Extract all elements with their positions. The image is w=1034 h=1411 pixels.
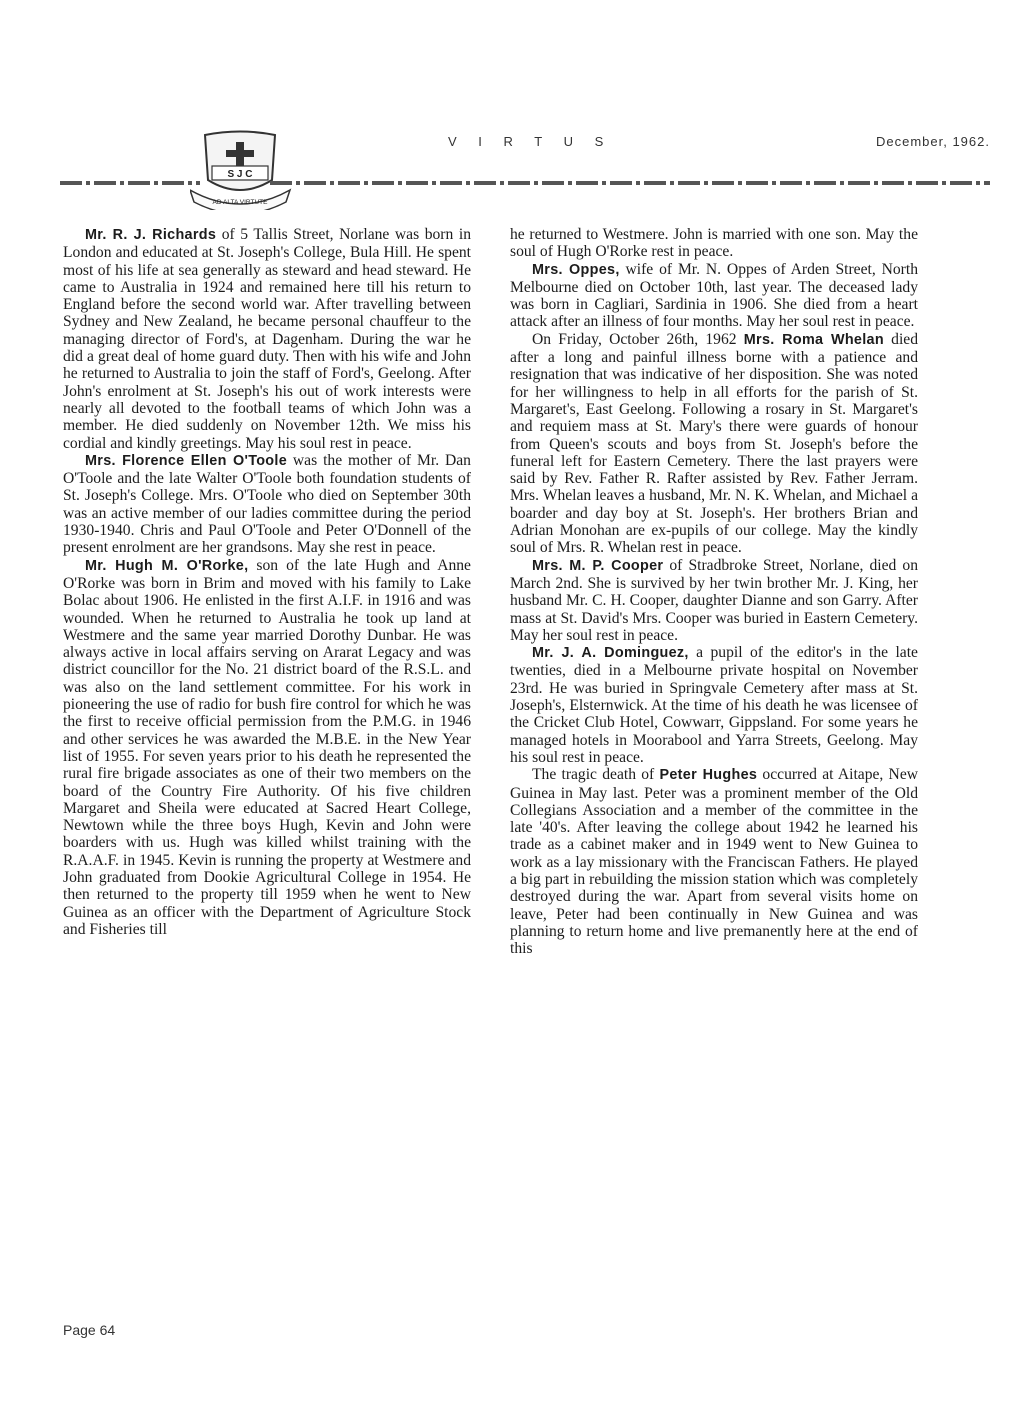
magazine-title: V I R T U S (448, 134, 613, 149)
college-crest-icon (190, 130, 340, 210)
obituary-oppes: Mrs. Oppes, wife of Mr. N. Oppes of Arden Street, North Melbourne died on October 10th, last year. The deceased lady was born in Cagliari, Sardinia in 1906. She died from a heart attack after an illness of four months. May her soul rest in peace. (510, 260, 918, 331)
crest-letters: S J C (227, 169, 253, 180)
person-name: Mrs. Florence Ellen O'Toole (85, 452, 287, 469)
page-header (60, 130, 990, 220)
person-name: Mr. J. A. Dominguez, (532, 645, 689, 662)
issue-date: December, 1962. (875, 134, 990, 149)
decorative-rule-left (60, 181, 200, 185)
obituary-dominguez: Mr. J. A. Dominguez, a pupil of the editor's in the late twenties, died in a Melbourne private hospital on November 23rd. He was buried in Springvale Cemetery after mass at St. Joseph's, Elsternwick. At the time of his death he was licensee of the Cricket Club Hotel, Cowwarr, Gippsland. For some years he managed hotels in Moorabool and Yarra Streets, Geelong. May his soul rest in peace. (510, 644, 918, 766)
obituary-ororke: Mr. Hugh M. O'Rorke, son of the late Hugh and Anne O'Rorke was born in Brim and moved with his family to Lake Bolac about 1906. He enlisted in the first A.I.F. in 1916 and was wounded. When he returned to Australia he took up land at Westmere and the same year married Dorothy Dunbar. He was always active in local affairs serving on Ararat Legacy and was district councillor for the No. 21 district board of the R.S.L. and was also on the land settlement committee. For his work in pioneering the use of radio for bush fire control for which he was the first to receive official permission from the P.M.G. in 1946 and other services he was awarded the M.B.E. in the New Year list of 1955. For seven years prior to his death he represented the rural fire brigade associates as one of their two members on the board of the Country Fire Authority. Of his five children Margaret and Sheila were educated at Sacred Heart College, Newtown while the three boys Hugh, Kevin and John were boarders with us. Hugh was killed whilst training with the R.A.A.F. in 1945. Kevin is running the property at Westmere and John graduated from Dookie Agricultural College in 1954. He then returned to the property till 1959 when he went to New Guinea as an officer with the Department of Agriculture Stock and Fisheries till (63, 556, 471, 938)
obituary-ororke-continued: he returned to Westmere. John is married with one son. May the soul of Hugh O'Rorke rest in peace. (510, 226, 918, 261)
left-column (63, 226, 471, 1322)
person-name: Mr. Hugh M. O'Rorke, (85, 557, 249, 574)
crest-motto: AD ALTA VIRTUTE (212, 199, 268, 206)
decorative-rule-right (270, 181, 990, 185)
person-name: Mrs. M. P. Cooper (532, 557, 664, 574)
obituary-richards: Mr. R. J. Richards of 5 Tallis Street, Norlane was born in London and educated at St. Joseph's College, Bula Hill. He spent most of his life at sea generally as steward and head steward. He came to Australia in 1924 and remained here till his return to England before the second world war. After travelling between Sydney and New Zealand, he became personal chauffeur to the managing director of Ford's, at Dagenham. During the war he did a great deal of home guard duty. Then with his wife and John he returned to Australia to join the staff of Ford's, Geelong. After John's enrolment at St. Joseph's his out of work interests were nearly all devoted to the football teams of which John was a member. He died suddenly on November 12th. We miss his cordial and kindly greetings. May his soul rest in peace. (63, 226, 471, 452)
person-name: Mrs. Oppes, (532, 261, 620, 278)
person-name: Mr. R. J. Richards (85, 227, 217, 243)
person-name: Peter Hughes (659, 767, 758, 784)
person-name: Mrs. Roma Whelan (743, 331, 884, 348)
right-column (510, 226, 918, 1322)
obituary-hughes: The tragic death of Peter Hughes occurred at Aitape, New Guinea in May last. Peter was a prominent member of the Old Collegians Association and a member of the committee in the late '40's. After leaving the college about 1942 he learned his trade as a cabinet maker and in 1949 went to New Guinea to work as a lay missionary with the Franciscan Fathers. He played a big part in rebuilding the mission station which was completely destroyed during the war. Apart from several visits home on leave, Peter had been continually in New Guinea and was planning to return home and live premanently here at the end of this (510, 766, 918, 958)
obituary-whelan: On Friday, October 26th, 1962 Mrs. Roma Whelan died after a long and painful illness borne with a patience and resignation that was indicative of her disposition. She was noted for her willingness to help in all efforts for the parish of St. Margaret's, East Geelong. Following a rosary in St. Margaret's and requiem mass at St. Mary's there were guards of honour from Queen's scouts and boys from St. Joseph's before the funeral left for Eastern Cemetery. There the last prayers were said by Rev. Father R. Rafter assisted by Rev. Father Jerram. Mrs. Whelan leaves a husband, Mr. N. K. Whelan, and Michael a boarder and day boy at St. Joseph's. Her brothers Brian and Adrian Monohan are ex-pupils of our college. May the kindly soul of Mrs. R. Whelan rest in peace. (510, 330, 918, 557)
obituary-cooper: Mrs. M. P. Cooper of Stradbroke Street, Norlane, died on March 2nd. She is survived by her twin brother Mr. J. King, her husband Mr. C. H. Cooper, daughter Dianne and son Garry. After mass at St. David's Mrs. Cooper was buried in Eastern Cemetery. May her soul rest in peace. (510, 556, 918, 644)
page-number: Page 64 (63, 1322, 116, 1338)
obituary-otoole: Mrs. Florence Ellen O'Toole was the mother of Mr. Dan O'Toole and the late Walter O'Toole both foundation students of St. Joseph's College. Mrs. O'Toole who died on September 30th was an active member of our ladies committee during the period 1930-1940. Chris and Paul O'Toole and Peter O'Donnell of the present enrolment are her grandsons. May she rest in peace. (63, 451, 471, 557)
